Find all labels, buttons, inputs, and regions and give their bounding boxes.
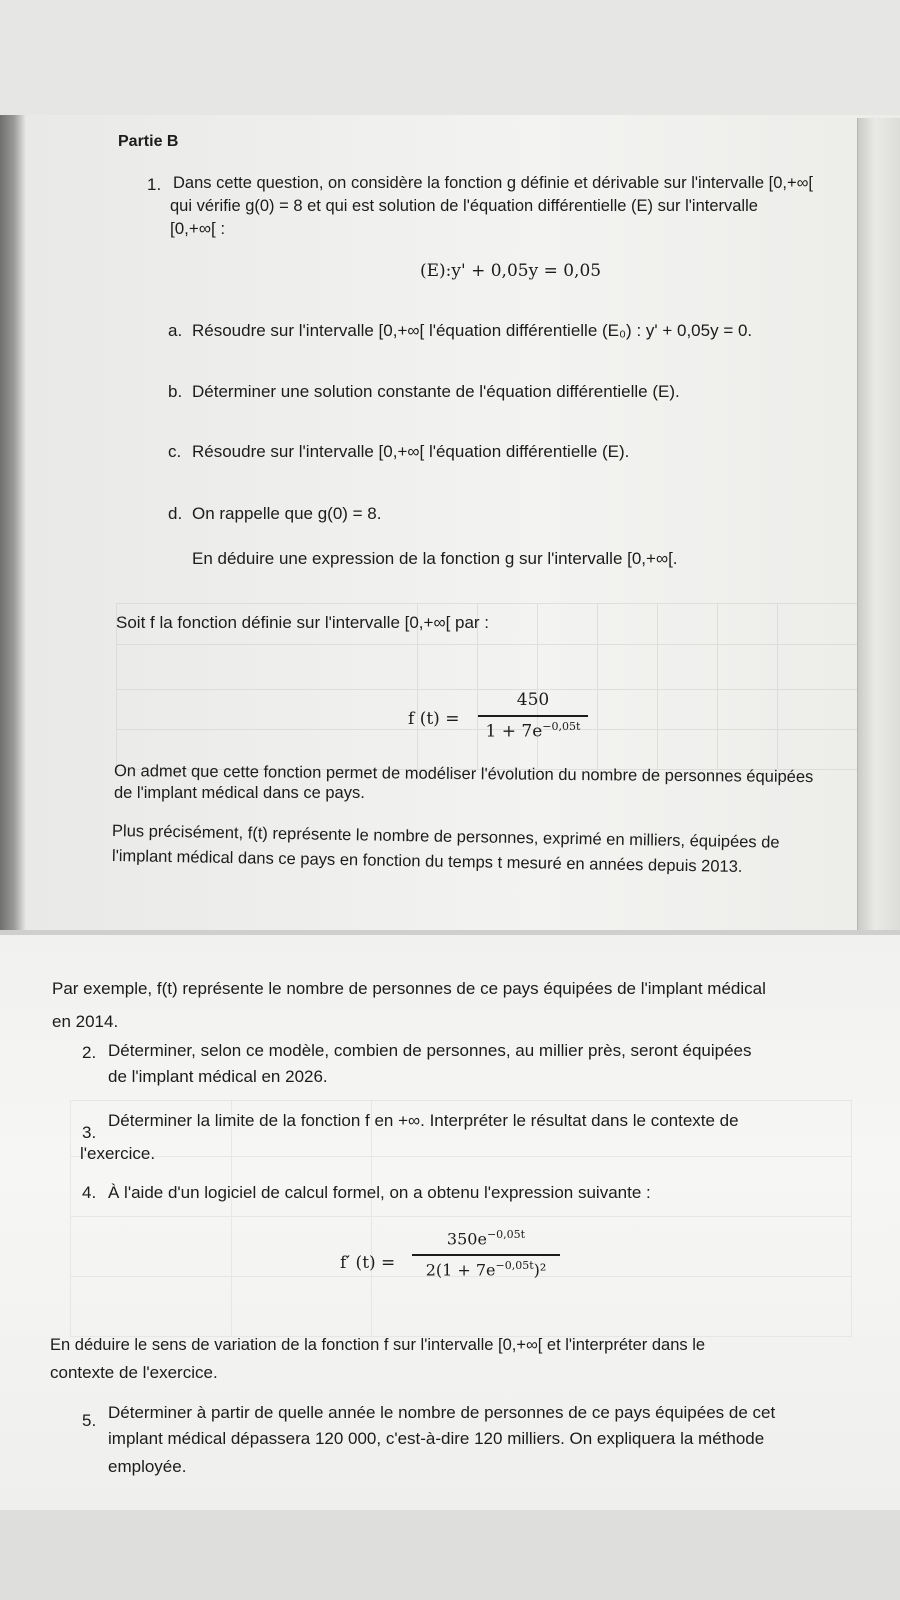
q1c-label: c. bbox=[168, 442, 182, 461]
q2-line2: de l'implant médical en 2026. bbox=[108, 1067, 328, 1086]
section-heading: Partie B bbox=[118, 133, 179, 150]
derivative-numerator: $350e^{-0,05t}$ bbox=[446, 1228, 526, 1249]
background-bottom bbox=[0, 1510, 900, 1600]
q1-line1: Dans cette question, on considère la fonction g définie et dérivable sur l'intervalle [0,+∞[ bbox=[173, 174, 813, 192]
q2-line1: Déterminer, selon ce modèle, combien de personnes, au millier près, seront équipées bbox=[108, 1041, 752, 1060]
example-line1: Par exemple, f(t) représente le nombre de personnes de ce pays équipées de l'implant médical bbox=[52, 979, 766, 998]
q1-line2: qui vérifie g(0) = 8 et qui est solution de l'équation différentielle (E) sur l'intervalle bbox=[170, 197, 758, 215]
f-definition-intro: Soit f la fonction définie sur l'intervalle [0,+∞[ par : bbox=[116, 613, 490, 632]
variation-line1: En déduire le sens de variation de la fonction f sur l'intervalle [0,+∞[ et l'interpréter dans le bbox=[50, 1336, 706, 1354]
q1b-label: b. bbox=[168, 382, 183, 401]
derivative-fraction bbox=[412, 1228, 560, 1286]
q5-number: 5. bbox=[82, 1411, 97, 1430]
q4-number: 4. bbox=[82, 1183, 97, 1202]
f-numerator: 450 bbox=[516, 690, 550, 710]
q1-number: 1. bbox=[147, 175, 162, 194]
q1a-text: Résoudre sur l'intervalle [0,+∞[ l'équation différentielle (E₀) : y' + 0,05y = 0. bbox=[192, 321, 753, 340]
f-lhs: f (t) = bbox=[408, 709, 460, 729]
q1c-text: Résoudre sur l'intervalle [0,+∞[ l'équation différentielle (E). bbox=[192, 442, 630, 461]
derivative-fraction-bar bbox=[412, 1254, 560, 1256]
q5-line2: implant médical dépassera 120 000, c'est-à-dire 120 milliers. On expliquera la méthode bbox=[108, 1429, 765, 1448]
q3-number: 3. bbox=[82, 1123, 97, 1142]
q2-number: 2. bbox=[82, 1043, 97, 1062]
derivative-denominator: $2(1 + 7e^{-0,05t})^2$ bbox=[425, 1259, 547, 1280]
equation-E: (E):y' + 0,05y = 0,05 bbox=[420, 261, 602, 281]
q1d-line2: En déduire une expression de la fonction g sur l'intervalle [0,+∞[. bbox=[192, 549, 678, 568]
next-page-edge bbox=[857, 118, 900, 930]
background-top bbox=[0, 0, 900, 115]
paragraph2-line2: l'implant médical dans ce pays en fonction du temps t mesuré en années depuis 2013. bbox=[111, 847, 743, 877]
paragraph1-line1: On admet que cette fonction permet de modéliser l'évolution du nombre de personnes équipées bbox=[113, 762, 814, 787]
q5-line1: Déterminer à partir de quelle année le nombre de personnes de ce pays équipées de cet bbox=[108, 1403, 776, 1422]
q1-line3: [0,+∞[ : bbox=[170, 219, 226, 238]
q1b-text: Déterminer une solution constante de l'équation différentielle (E). bbox=[192, 382, 680, 401]
q5-line3: employée. bbox=[108, 1457, 187, 1476]
q1d-label: d. bbox=[168, 504, 183, 523]
paragraph2-line1: Plus précisément, f(t) représente le nombre de personnes, exprimé en milliers, équipées de bbox=[111, 822, 780, 852]
paragraph1-line2: de l'implant médical dans ce pays. bbox=[114, 784, 365, 802]
f-denominator: $1 + 7e^{-0,05t}$ bbox=[485, 720, 581, 742]
q1a-label: a. bbox=[168, 321, 183, 340]
q3-line2: l'exercice. bbox=[80, 1144, 156, 1163]
q1d-line1: On rappelle que g(0) = 8. bbox=[192, 504, 382, 523]
q3-line1: Déterminer la limite de la fonction f en +∞. Interpréter le résultat dans le contexte de bbox=[108, 1111, 739, 1130]
q4-text: À l'aide d'un logiciel de calcul formel, on a obtenu l'expression suivante : bbox=[108, 1183, 651, 1202]
derivative-lhs: f′ (t) = bbox=[340, 1253, 396, 1273]
f-fraction bbox=[478, 690, 588, 746]
exam-page-1 bbox=[0, 115, 900, 930]
bleed-through-table-2 bbox=[70, 1100, 852, 1337]
variation-line2: contexte de l'exercice. bbox=[50, 1363, 218, 1382]
example-line2: en 2014. bbox=[52, 1012, 119, 1031]
fraction-bar bbox=[478, 715, 588, 717]
